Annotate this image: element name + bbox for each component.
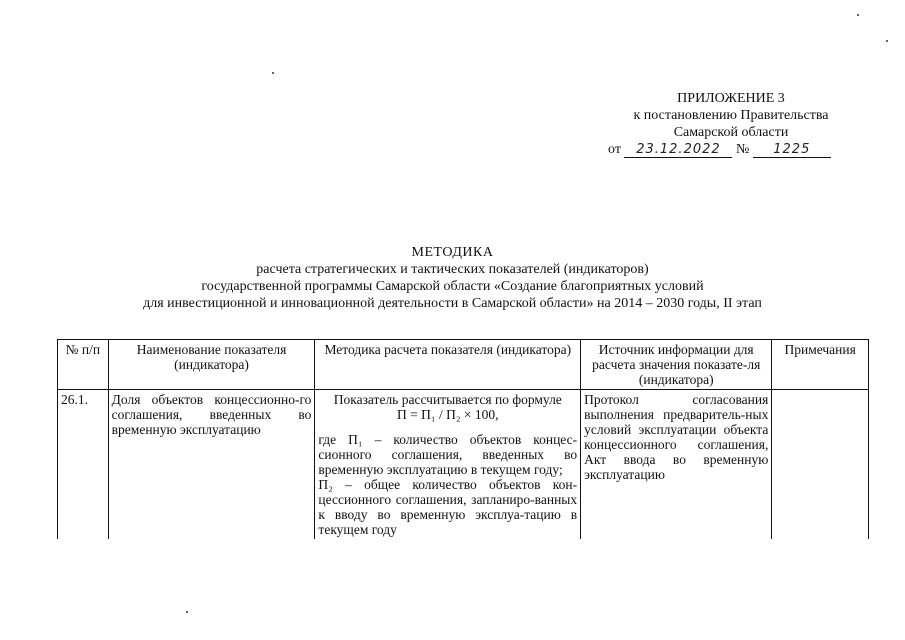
appendix-title: ПРИЛОЖЕНИЕ 3	[677, 91, 785, 106]
method-paragraph-1: где П₁ – количество объектов концес-сионного соглашения, введенных во временную эксплуатацию в текущем году;	[318, 432, 578, 477]
scan-speck	[186, 611, 188, 613]
cell-number: 26.1.	[58, 390, 109, 540]
cell-method	[315, 390, 581, 540]
header-number: № п/п	[58, 340, 109, 390]
method-paragraph-2: П₂ – общее количество объектов кон-цессионного соглашения, запланиро-ванных к вводу во временную эксплуа-тацию в текущем году	[318, 477, 578, 537]
method-intro: Показатель рассчитывается по формуле	[333, 392, 562, 407]
document-title-block	[0, 244, 905, 312]
handwritten-date: 23.12.2022	[624, 142, 732, 158]
cell-notes	[772, 390, 869, 540]
number-prefix: №	[735, 142, 750, 157]
table-header-row	[58, 340, 869, 390]
handwritten-number: 1225	[753, 142, 831, 158]
document-title: МЕТОДИКА	[411, 245, 494, 260]
appendix-block	[600, 90, 862, 158]
appendix-line-1: к постановлению Правительства	[633, 108, 829, 123]
appendix-line-2: Самарской области	[673, 125, 789, 140]
methodology-table	[57, 339, 869, 539]
cell-source: Протокол согласования выполнения предваритель-ных условий эксплуатации объекта концессионного соглашения, Акт ввода во временную эксплуатацию	[581, 390, 772, 540]
header-indicator-name: Наименование показателя (индикатора)	[108, 340, 315, 390]
spacer	[318, 422, 577, 432]
scan-speck	[272, 72, 274, 74]
appendix-date-row	[600, 141, 862, 158]
document-subtitle-1: расчета стратегических и тактических показателей (индикаторов)	[256, 262, 649, 277]
header-method: Методика расчета показателя (индикатора)	[315, 340, 581, 390]
table-row	[58, 390, 869, 540]
method-formula: П = П₁ / П₂ × 100,	[397, 407, 499, 422]
cell-indicator-name: Доля объектов концессионно-го соглашения, введенных во временную эксплуатацию	[108, 390, 315, 540]
header-source: Источник информации для расчета значения показате-ля (индикатора)	[581, 340, 772, 390]
header-notes: Примечания	[772, 340, 869, 390]
scan-speck	[886, 40, 888, 42]
date-prefix: от	[608, 142, 621, 157]
document-subtitle-2: государственной программы Самарской области «Создание благоприятных условий	[201, 279, 704, 294]
scan-speck	[857, 14, 859, 16]
document-subtitle-3: для инвестиционной и инновационной деятельности в Самарской области» на 2014 – 2030 годы, II этап	[143, 296, 762, 311]
